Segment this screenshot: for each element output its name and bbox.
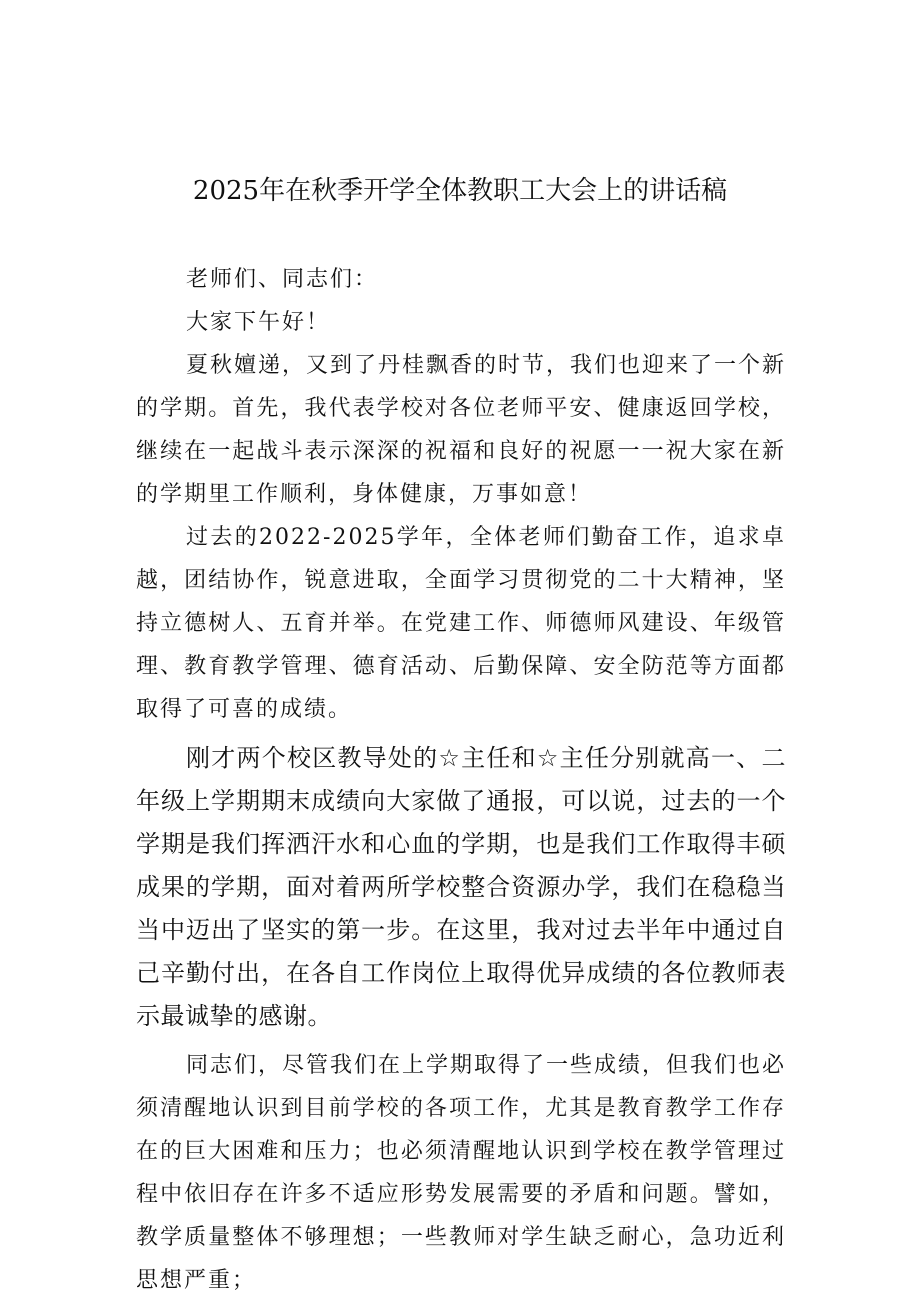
- document-body: [136, 258, 786, 1302]
- greeting: 大家下午好！: [186, 310, 331, 335]
- paragraph-3: 刚才两个校区教导处的☆主任和☆主任分别就高一、二年级上学期期末成绩向大家做了通报，可以说，过去的一个学期是我们挥洒汗水和心血的学期，也是我们工作取得丰硕成果的学期，面对着两所学校整合资源办学，我们在稳稳当当中迈出了坚实的第一步。在这里，我对过去半年中通过自己辛勤付出，在各自工作岗位上取得优异成绩的各位教师表示最诚挚的感谢。: [136, 744, 786, 1030]
- paragraph-2: 过去的2022-2025学年，全体老师们勤奋工作，追求卓越，团结协作，锐意进取，全面学习贯彻党的二十大精神，坚持立德树人、五育并举。在党建工作、师德师风建设、年级管理、教育教学管理、德育活动、后勤保障、安全防范等方面都取得了可喜的成绩。: [136, 525, 786, 722]
- paragraph-4: 同志们，尽管我们在上学期取得了一些成绩，但我们也必须清醒地认识到目前学校的各项工作，尤其是教育教学工作存在的巨大困难和压力；也必须清醒地认识到学校在教学管理过程中依旧存在许多不适应形势发展需要的矛盾和问题。譬如，教学质量整体不够理想；一些教师对学生缺乏耐心，急功近利思想严重；: [136, 1053, 787, 1293]
- salutation: 老师们、同志们：: [186, 267, 379, 292]
- paragraph-1: 夏秋嬗递，又到了丹桂飘香的时节，我们也迎来了一个新的学期。首先，我代表学校对各位老师平安、健康返回学校，继续在一起战斗表示深深的祝福和良好的祝愿一一祝大家在新的学期里工作顺利，身体健康，万事如意！: [136, 353, 787, 507]
- document-title: 2025年在秋季开学全体教职工大会上的讲话稿: [192, 176, 728, 206]
